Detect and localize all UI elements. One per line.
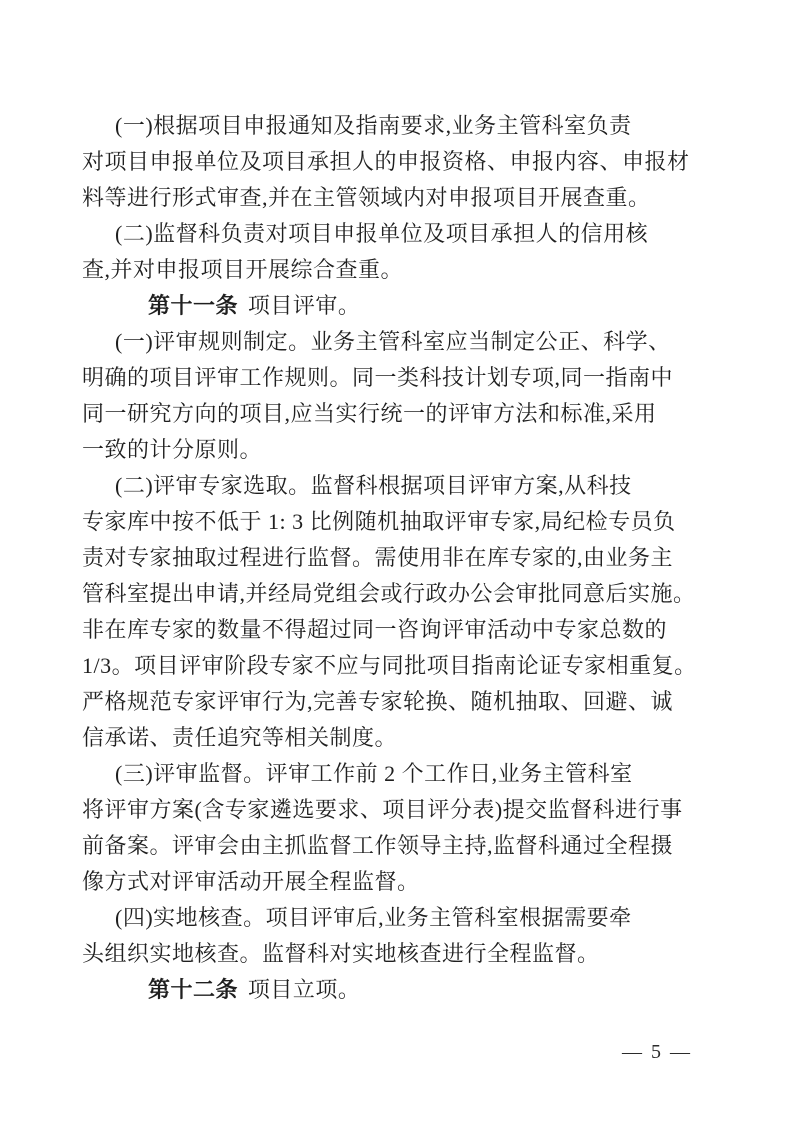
- text-line: (三)评审监督。评审工作前 2 个工作日,业务主管科室: [115, 761, 633, 786]
- text-line: (一)根据项目申报通知及指南要求,业务主管科室负责: [115, 113, 632, 138]
- paragraph-site-verification: [82, 900, 698, 972]
- paragraph-expert-selection: [82, 468, 698, 756]
- paragraph-review-rules: [82, 324, 698, 468]
- text-line: 同一研究方向的项目,应当实行统一的评审方法和标准,采用: [82, 401, 657, 426]
- text-line: 明确的项目评审工作规则。同一类科技计划专项,同一指南中: [82, 365, 674, 390]
- text-line: (四)实地核查。项目评审后,业务主管科室根据需要牵: [115, 905, 632, 930]
- text-line: 信承诺、责任追究等相关制度。: [82, 725, 398, 750]
- article-number: 第十一条: [148, 293, 239, 318]
- text-line: 专家库中按不低于 1: 3 比例随机抽取评审专家,局纪检专员负: [82, 509, 676, 534]
- text-line: 头组织实地核查。监督科对实地核查进行全程监督。: [82, 941, 600, 966]
- article-heading-12: [82, 972, 698, 1008]
- text-line: 前备案。评审会由主抓监督工作领导主持,监督科通过全程摄: [82, 833, 674, 858]
- article-number: 第十二条: [148, 977, 239, 1002]
- text-line: 一致的计分原则。: [82, 437, 263, 462]
- paragraph-review-supervision: [82, 756, 698, 900]
- text-line: 像方式对评审活动开展全程监督。: [82, 869, 420, 894]
- article-heading-line: [82, 972, 698, 1008]
- paragraph-item-1: [82, 108, 698, 216]
- text-line: (二)监督科负责对项目申报单位及项目承担人的信用核: [115, 221, 649, 246]
- text-line: (二)评审专家选取。监督科根据项目评审方案,从科技: [115, 473, 632, 498]
- text-line: 对项目申报单位及项目承担人的申报资格、申报内容、申报材: [82, 149, 690, 174]
- text-line: 责对专家抽取过程进行监督。需使用非在库专家的,由业务主: [82, 545, 674, 570]
- text-line: 非在库专家的数量不得超过同一咨询评审活动中专家总数的: [82, 617, 668, 642]
- text-line: 1/3。项目评审阶段专家不应与同批项目指南论证专家相重复。: [82, 653, 697, 678]
- document-body: [82, 108, 698, 1008]
- paragraph-item-2: [82, 216, 698, 288]
- article-heading-11: [82, 288, 698, 324]
- article-title: 项目立项。: [247, 977, 361, 1002]
- text-line: 严格规范专家评审行为,完善专家轮换、随机抽取、回避、诚: [82, 689, 674, 714]
- article-heading-line: [82, 288, 698, 324]
- text-line: 料等进行形式审查,并在主管领域内对申报项目开展查重。: [82, 185, 651, 210]
- text-line: 将评审方案(含专家遴选要求、项目评分表)提交监督科进行事: [82, 797, 683, 822]
- page-number: — 5 —: [622, 1041, 692, 1063]
- text-line: (一)评审规则制定。业务主管科室应当制定公正、科学、: [115, 329, 671, 354]
- text-line: 管科室提出申请,并经局党组会或行政办公会审批同意后实施。: [82, 581, 696, 606]
- text-line: 查,并对申报项目开展综合查重。: [82, 257, 404, 282]
- article-title: 项目评审。: [247, 293, 361, 318]
